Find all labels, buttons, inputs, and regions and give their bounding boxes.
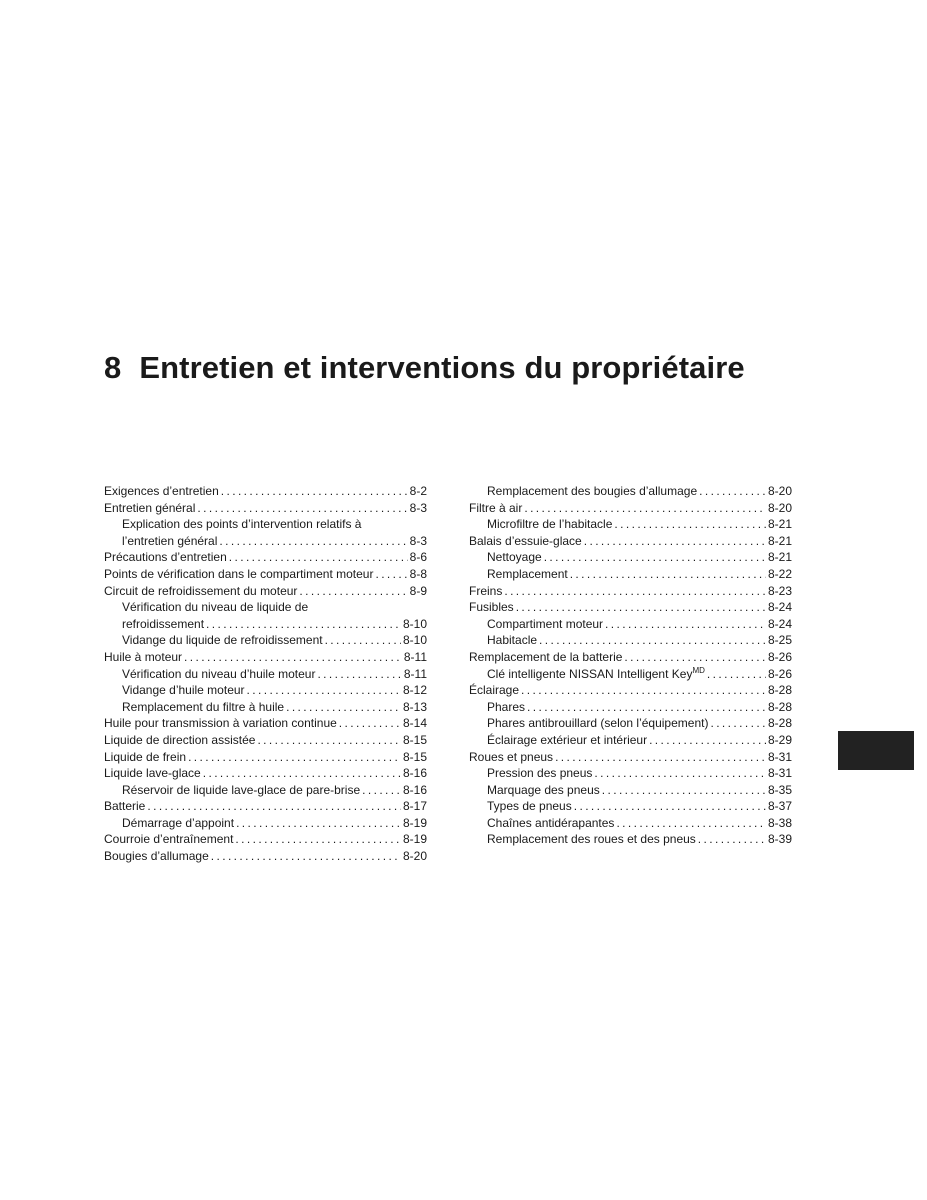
toc-subentry[interactable]: Éclairage extérieur et intérieur ..... 8-29	[469, 732, 792, 749]
toc-subentry[interactable]: Marquage des pneus ..... 8-35	[469, 782, 792, 799]
toc-entry[interactable]: Liquide de frein ..... 8-15	[104, 749, 427, 766]
toc-subentry[interactable]: Remplacement des bougies d’allumage ..... 8-20	[469, 483, 792, 500]
toc-subentry[interactable]: Nettoyage ..... 8-21	[469, 549, 792, 566]
chapter-title	[104, 350, 745, 386]
toc-entry[interactable]: Batterie ..... 8-17	[104, 798, 427, 815]
toc-subentry[interactable]: l’entretien général ..... 8-3	[104, 533, 427, 550]
toc-left-column	[104, 483, 427, 865]
toc-entry[interactable]: Huile à moteur ..... 8-11	[104, 649, 427, 666]
toc-right-column	[469, 483, 792, 848]
toc-entry[interactable]: Roues et pneus ..... 8-31	[469, 749, 792, 766]
toc-entry[interactable]: Fusibles ..... 8-24	[469, 599, 792, 616]
toc-subentry[interactable]: Remplacement des roues et des pneus ..... 8-39	[469, 831, 792, 848]
toc-entry[interactable]: Points de vérification dans le compartiment moteur ..... 8-8	[104, 566, 427, 583]
chapter-title-text: Entretien et interventions du propriétaire	[139, 350, 745, 385]
toc-subentry[interactable]: Vidange du liquide de refroidissement ..... 8-10	[104, 632, 427, 649]
toc-subentry[interactable]: refroidissement ..... 8-10	[104, 616, 427, 633]
toc-subentry[interactable]: Remplacement du filtre à huile ..... 8-13	[104, 699, 427, 716]
toc-subentry[interactable]: Phares ..... 8-28	[469, 699, 792, 716]
toc-entry[interactable]: Entretien général ..... 8-3	[104, 500, 427, 517]
toc-subentry[interactable]: Explication des points d’intervention relatifs à	[122, 517, 362, 532]
chapter-number: 8	[104, 350, 122, 385]
toc-entry[interactable]: Filtre à air ..... 8-20	[469, 500, 792, 517]
toc-subentry[interactable]: Microfiltre de l’habitacle ..... 8-21	[469, 516, 792, 533]
toc-entry[interactable]: Précautions d’entretien ..... 8-6	[104, 549, 427, 566]
toc-entry[interactable]: Bougies d’allumage ..... 8-20	[104, 848, 427, 865]
toc-subentry[interactable]: Clé intelligente NISSAN Intelligent Key$^{MD}$ ..... 8-26	[469, 666, 792, 683]
toc-entry[interactable]: Exigences d’entretien ..... 8-2	[104, 483, 427, 500]
toc-entry[interactable]: Freins ..... 8-23	[469, 583, 792, 600]
toc-entry[interactable]: Circuit de refroidissement du moteur ..... 8-9	[104, 583, 427, 600]
toc-subentry[interactable]: Vidange d’huile moteur ..... 8-12	[104, 682, 427, 699]
toc-subentry[interactable]: Compartiment moteur ..... 8-24	[469, 616, 792, 633]
toc-entry[interactable]: Balais d’essuie-glace ..... 8-21	[469, 533, 792, 550]
toc-entry[interactable]: Liquide lave-glace ..... 8-16	[104, 765, 427, 782]
toc-subentry[interactable]: Réservoir de liquide lave-glace de pare-brise ..... 8-16	[104, 782, 427, 799]
toc-subentry[interactable]: Habitacle ..... 8-25	[469, 632, 792, 649]
toc-subentry[interactable]: Vérification du niveau d’huile moteur ..... 8-11	[104, 666, 427, 683]
toc-entry[interactable]: Remplacement de la batterie ..... 8-26	[469, 649, 792, 666]
toc-subentry[interactable]: Types de pneus ..... 8-37	[469, 798, 792, 815]
toc-subentry[interactable]: Vérification du niveau de liquide de	[122, 600, 309, 615]
trademark-superscript: MD	[692, 665, 705, 675]
toc-subentry[interactable]: Chaînes antidérapantes ..... 8-38	[469, 815, 792, 832]
toc-subentry[interactable]: Pression des pneus ..... 8-31	[469, 765, 792, 782]
toc-entry[interactable]: Liquide de direction assistée ..... 8-15	[104, 732, 427, 749]
toc-entry[interactable]: Courroie d’entraînement ..... 8-19	[104, 831, 427, 848]
toc-entry[interactable]: Huile pour transmission à variation continue ..... 8-14	[104, 715, 427, 732]
toc-subentry[interactable]: Phares antibrouillard (selon l’équipement) ..... 8-28	[469, 715, 792, 732]
toc-entry[interactable]: Éclairage ..... 8-28	[469, 682, 792, 699]
toc-subentry[interactable]: Démarrage d’appoint ..... 8-19	[104, 815, 427, 832]
toc-subentry[interactable]: Remplacement ..... 8-22	[469, 566, 792, 583]
chapter-tab-marker	[838, 731, 914, 770]
